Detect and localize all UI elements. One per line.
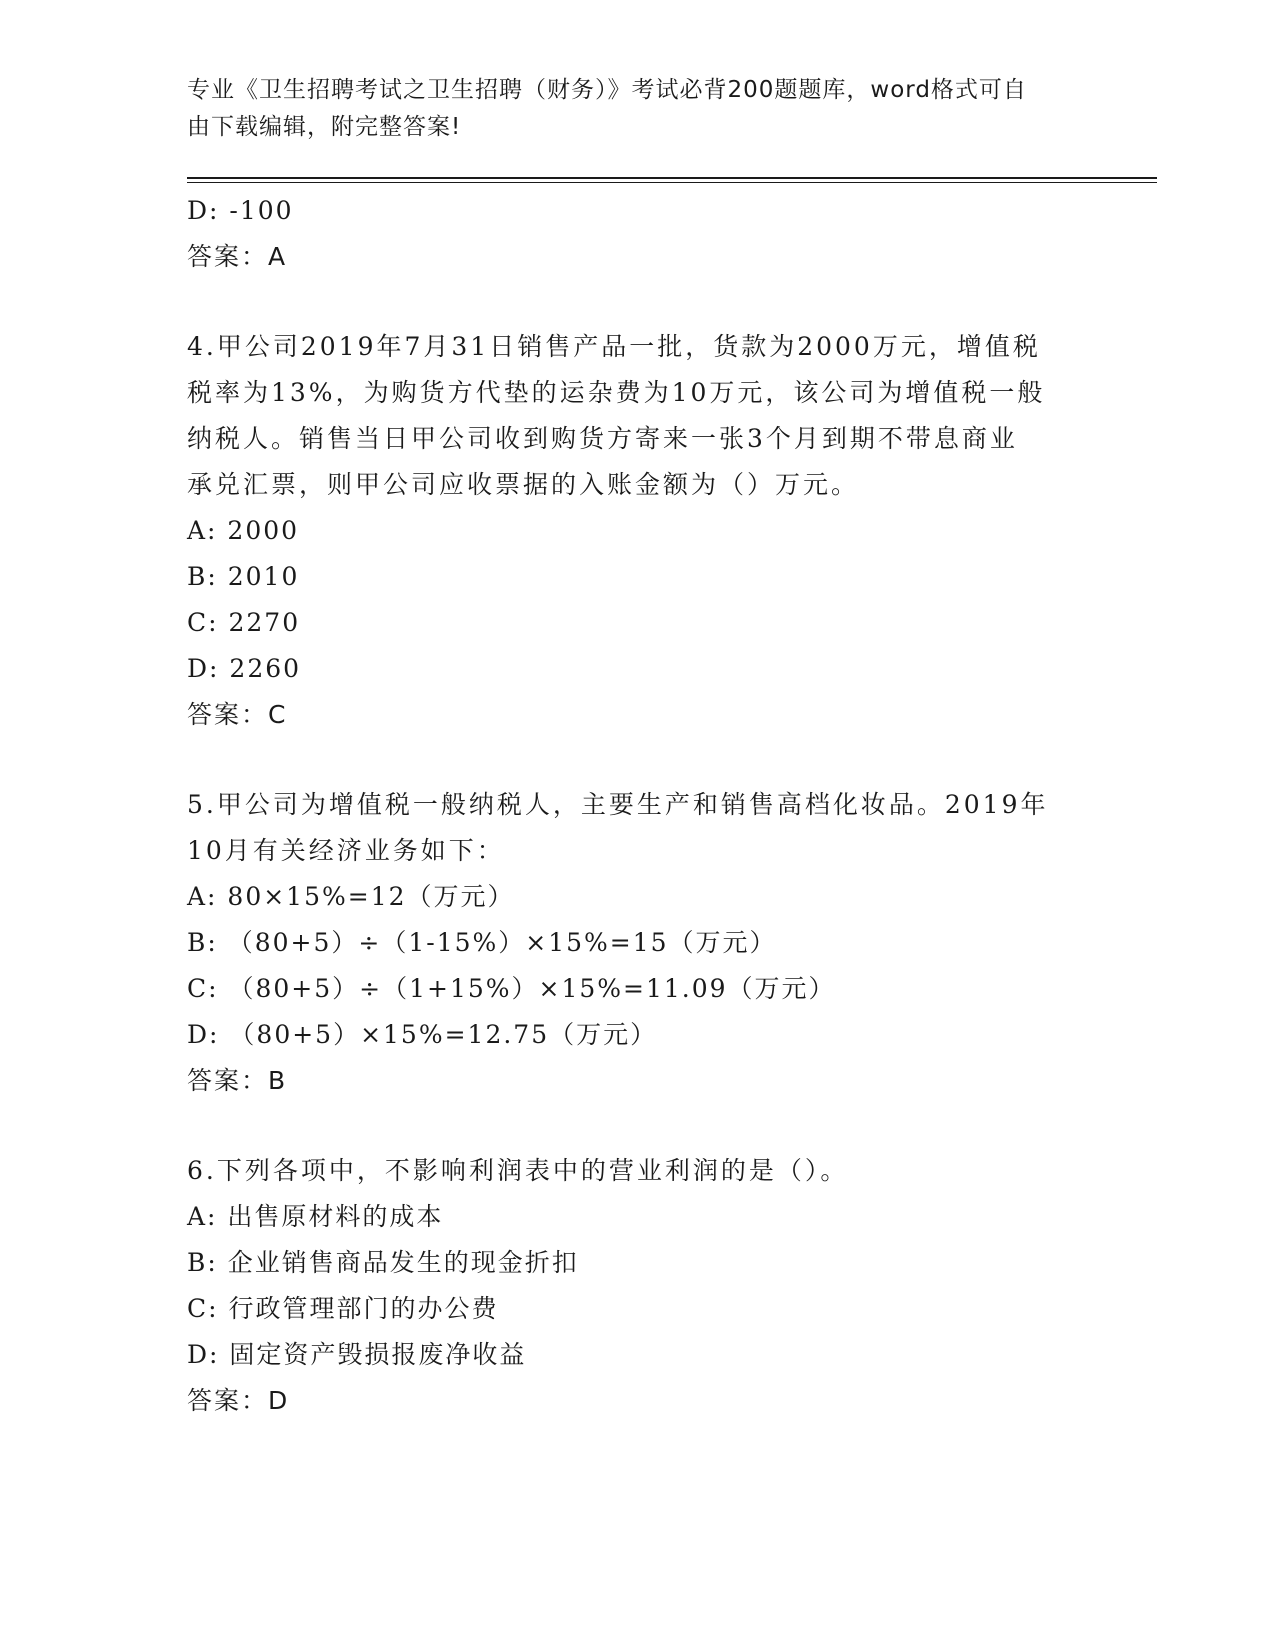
answer-label: 答案：B	[187, 1066, 288, 1095]
answer-label: 答案：D	[187, 1386, 290, 1415]
header-divider-thick	[187, 177, 1157, 179]
question-6	[187, 1148, 1087, 1424]
option-a: A: 出售原材料的成本	[187, 1202, 444, 1231]
question-content	[187, 188, 1087, 1424]
question-5	[187, 782, 1087, 1104]
answer-label: 答案：A	[187, 242, 288, 271]
option-b: B: 企业销售商品发生的现金折扣	[187, 1248, 579, 1277]
document-header	[187, 72, 1067, 146]
question-text	[187, 782, 1067, 874]
option-c: C: （80+5）÷（1+15%）×15%=11.09（万元）	[187, 974, 836, 1003]
question-text-line: 6.下列各项中，不影响利润表中的营业利润的是（）。	[187, 1156, 849, 1185]
option-d: D: -100	[187, 196, 294, 225]
option-d: D: （80+5）×15%=12.75（万元）	[187, 1020, 658, 1049]
option-a: A: 2000	[187, 516, 300, 545]
option-a: A: 80×15%=12（万元）	[187, 882, 515, 911]
option-c: C: 2270	[187, 608, 301, 637]
option-d: D: 固定资产毁损报废净收益	[187, 1340, 527, 1369]
option-c: C: 行政管理部门的办公费	[187, 1294, 499, 1323]
question-text-line: 承兑汇票，则甲公司应收票据的入账金额为（）万元。	[187, 470, 860, 499]
spacer	[187, 738, 1087, 782]
option-b: B: （80+5）÷（1-15%）×15%=15（万元）	[187, 928, 777, 957]
question-text	[187, 1148, 1067, 1194]
question-text-line: 5.甲公司为增值税一般纳税人，主要生产和销售高档化妆品。2019年	[187, 790, 1049, 819]
spacer	[187, 280, 1087, 324]
question-text	[187, 324, 1067, 508]
spacer	[187, 1104, 1087, 1148]
answer-label: 答案：C	[187, 700, 288, 729]
header-title-line-1: 专业《卫生招聘考试之卫生招聘（财务）》考试必背200题题库，word格式可自	[187, 77, 1027, 103]
question-text-line: 纳税人。销售当日甲公司收到购货方寄来一张3个月到期不带息商业	[187, 424, 1018, 453]
prev-question-tail	[187, 188, 1087, 280]
question-4	[187, 324, 1087, 738]
header-title-line-2: 由下载编辑，附完整答案!	[187, 114, 462, 140]
question-text-line: 税率为13%，为购货方代垫的运杂费为10万元，该公司为增值税一般	[187, 378, 1046, 407]
question-text-line: 4.甲公司2019年7月31日销售产品一批，货款为2000万元，增值税	[187, 332, 1041, 361]
question-text-line: 10月有关经济业务如下：	[187, 836, 505, 865]
header-divider-thin	[187, 182, 1157, 183]
option-d: D: 2260	[187, 654, 302, 683]
option-b: B: 2010	[187, 562, 300, 591]
